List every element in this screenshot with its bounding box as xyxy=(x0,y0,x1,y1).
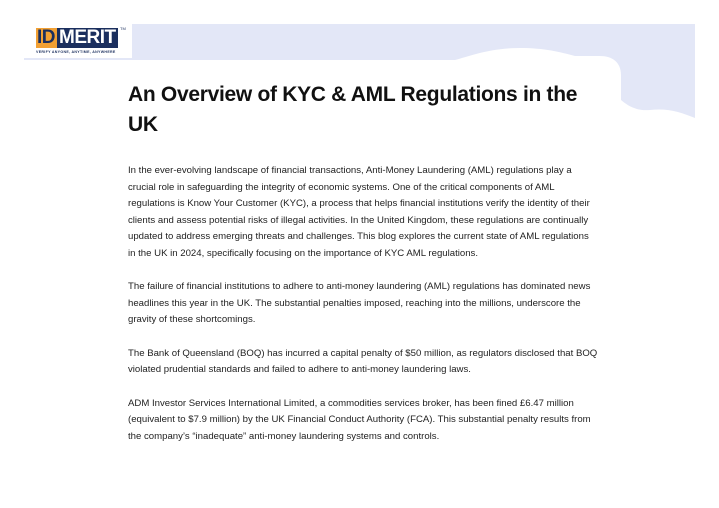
logo-trademark: TM xyxy=(120,26,126,31)
article-paragraph: The Bank of Queensland (BOQ) has incurred a capital penalty of $50 million, as regulators disclosed that BOQ violated prudential standards and failed to adhere to anti-money laundering laws. xyxy=(128,347,598,375)
article-paragraph: In the ever-evolving landscape of financial transactions, Anti-Money Laundering (AML) regulations play a crucial role in safeguarding the integrity of economic systems. One of the critical components of AML regulations is Know Your Customer (KYC), a process that helps financial institutions verify the identity of their clients and assess potential risks of illegal activities. In the United Kingdom, these regulations are continually updated to address emerging threats and challenges. This blog explores the current state of AML regulations in the UK in 2024, specifically focusing on the importance of KYC AML regulations. xyxy=(128,165,590,259)
logo-wordmark xyxy=(36,28,118,48)
idmerit-logo xyxy=(24,24,132,58)
article-paragraph: The failure of financial institutions to adhere to anti-money laundering (AML) regulations has dominated news headlines this year in the UK. The substantial penalties imposed, reaching into the millions, underscore the gravity of these shortcomings. xyxy=(128,281,591,325)
logo-merit-text: MERIT xyxy=(59,27,116,48)
article-content xyxy=(128,80,598,445)
article-paragraph: ADM Investor Services International Limited, a commodities services broker, has been fined £6.47 million (equivalent to $7.9 million) by the UK Financial Conduct Authority (FCA). This substantial penalty results from the company’s “inadequate” anti-money laundering systems and controls. xyxy=(128,397,591,442)
logo-tagline: VERIFY ANYONE, ANYTIME, ANYWHERE xyxy=(36,50,116,54)
article-title: An Overview of KYC & AML Regulations in the UK xyxy=(128,83,578,136)
logo-id-text: ID xyxy=(37,27,55,48)
